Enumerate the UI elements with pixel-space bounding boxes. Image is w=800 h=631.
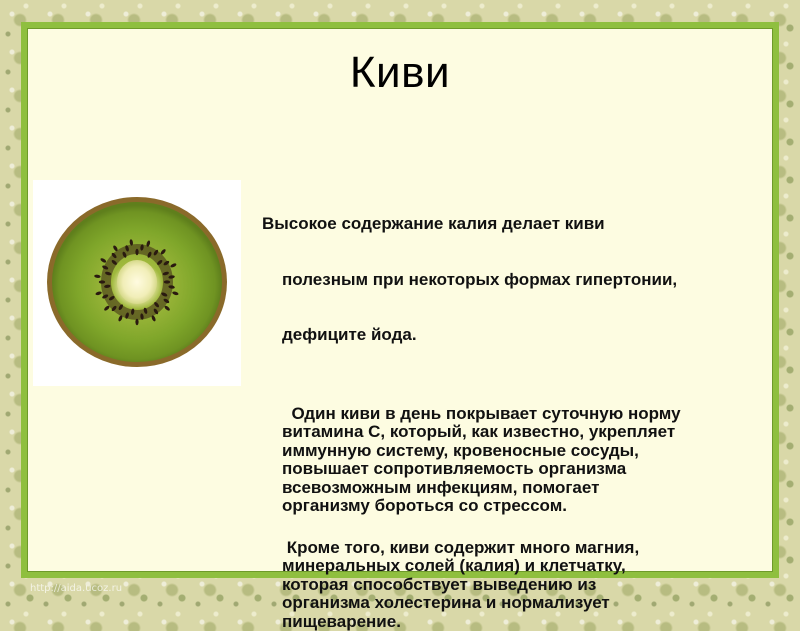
kiwi-image xyxy=(33,180,241,386)
kiwi-slice-icon xyxy=(33,180,241,386)
kiwi-seed xyxy=(99,280,105,283)
kiwi-core xyxy=(117,260,157,304)
paragraph-line: дефиците йода. xyxy=(262,326,762,345)
slide-title: Киви xyxy=(0,48,800,98)
kiwi-seed xyxy=(135,249,138,255)
paragraph-magnesium: Кроме того, киви содержит много магния, минеральных солей (калия) и клетчатку, которая способствует выведению из организма холестерина и нормализует пищеварение. xyxy=(262,539,762,631)
body-text xyxy=(262,178,762,631)
watermark: http://aida.ucoz.ru xyxy=(30,583,122,594)
paragraph-line: Высокое содержание калия делает киви xyxy=(262,215,762,234)
paragraph-line: полезным при некоторых формах гипертонии, xyxy=(262,271,762,290)
paragraph-vitamin-c: Один киви в день покрывает суточную норму витамина С, который, как известно, укрепляет иммунную систему, кровеносные сосуды, повышает сопротивляемость организма всевозможным инфекциям, помогает организму бороться со стрессом. xyxy=(262,405,762,516)
kiwi-seed xyxy=(164,280,170,283)
paragraph-potassium xyxy=(262,178,762,382)
kiwi-seed xyxy=(135,319,138,325)
